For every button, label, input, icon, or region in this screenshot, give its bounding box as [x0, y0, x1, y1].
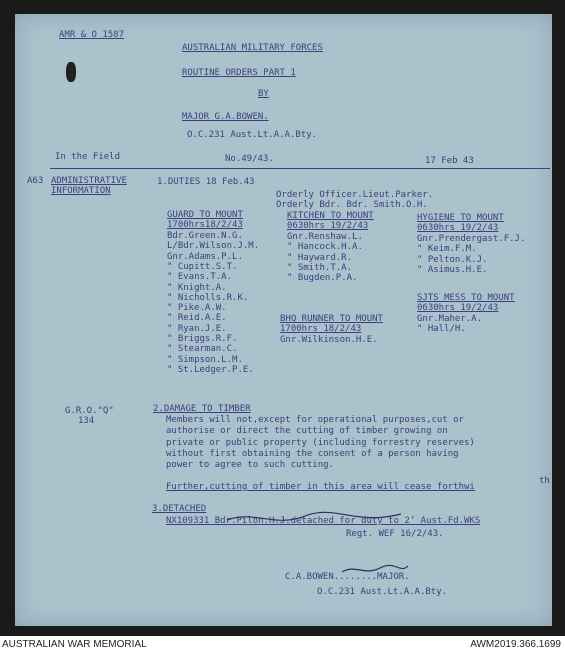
list-item: " Pelton.K.J.	[417, 254, 488, 265]
list-item: " St.Ledger.P.E.	[167, 364, 254, 375]
footer-accession: AWM2019.366.1699	[470, 639, 561, 650]
list-item: " Hayward.R.	[287, 252, 353, 263]
list-item: L/Bdr.Wilson.J.M.	[167, 241, 260, 252]
list-item: " Hancock.H.A.	[287, 242, 363, 253]
signature-scribble	[340, 562, 410, 578]
gro-reference: G.R.O."Q"	[65, 406, 114, 416]
list-item: " Reid.A.E.	[167, 313, 227, 324]
kitchen-title: KITCHEN TO MOUNT	[287, 211, 374, 221]
header-title: AUSTRALIAN MILITARY FORCES	[182, 43, 323, 53]
guard-time: 1700hrs18/2/43	[167, 220, 243, 230]
section-title-2: INFORMATION	[51, 186, 111, 196]
list-item: " Ryan.J.E.	[167, 323, 227, 334]
list-item: " Knight.A.	[167, 282, 227, 293]
hygiene-time: 0630hrs 19/2/43	[417, 223, 499, 233]
orderly-officer: Orderly Officer.Lieut.Parker.	[276, 190, 434, 200]
header-by: BY	[258, 89, 269, 99]
signature-unit: O.C.231 Aust.Lt.A.A.Bty.	[317, 587, 448, 597]
duties-item: 1.DUTIES 18 Feb.43	[157, 177, 255, 187]
order-date: 17 Feb 43	[425, 156, 474, 166]
signature-name: C.A.BOWEN........MAJOR.	[285, 572, 410, 582]
timber-title: 2.DAMAGE TO TIMBER	[153, 404, 251, 414]
footer-source: AUSTRALIAN WAR MEMORIAL	[2, 639, 147, 650]
gro-number: 134	[78, 416, 95, 426]
list-item: " Hall/H.	[417, 324, 466, 335]
timber-further: Further,cutting of timber in this area will cease forthwi	[166, 482, 475, 492]
document-sheet	[15, 14, 552, 626]
orderly-bdr: Orderly Bdr. Bdr. Smith.O.H.	[276, 200, 428, 210]
list-item: Gnr.Maher.A.	[417, 314, 483, 324]
list-item: Gnr.Wilkinson.H.E.	[280, 335, 378, 345]
list-item: " Briggs.R.F.	[167, 334, 238, 344]
kitchen-time: 0630hrs 19/2/43	[287, 221, 369, 231]
list-item: Members will not,except for operational purposes,cut or	[166, 415, 465, 425]
field-location: In the Field	[55, 152, 121, 162]
divider-line	[50, 168, 550, 169]
list-item: " Nicholls.R.K.	[167, 292, 249, 303]
reference-number: AMR & O 1587	[59, 30, 125, 40]
list-item: " Bugden.P.A.	[287, 273, 358, 284]
list-item: power to agree to such cutting.	[166, 460, 334, 471]
list-item: " Cupitt.S.T.	[167, 261, 238, 272]
list-item: Gnr.Prendergast.F.J.	[417, 234, 526, 244]
footer-bar	[0, 636, 565, 653]
section-code: A63	[27, 176, 44, 186]
list-item: " Simpson.L.M.	[167, 354, 243, 365]
detached-title: 3.DETACHED	[152, 504, 207, 514]
detached-line1: NX109331 Bdr.Pilon.H.J.detached for duty to 2’ Aust.Fd.WKS	[166, 516, 481, 526]
sjts-title: SJTS MESS TO MOUNT	[417, 293, 515, 303]
sjts-time: 0630hrs 19/2/43	[417, 303, 499, 313]
guard-title: GUARD TO MOUNT	[167, 210, 243, 220]
list-item: " Stearman.C.	[167, 344, 238, 355]
list-item: without first obtaining the consent of a person having	[166, 448, 459, 459]
timber-further-tail: th	[539, 476, 550, 486]
list-item: Gnr.Renshaw.L.	[287, 232, 363, 242]
detached-line2: Regt. WEF 16/2/43.	[346, 529, 444, 539]
pen-scribble	[225, 508, 405, 530]
list-item: Gnr.Adams.P.L.	[167, 251, 243, 262]
header-subtitle: ROUTINE ORDERS PART 1	[182, 68, 296, 78]
punch-hole	[66, 62, 76, 82]
section-title: ADMINISTRATIVE	[51, 176, 127, 186]
list-item: authorise or direct the cutting of timber growing on	[166, 426, 448, 437]
header-officer: MAJOR G.A.BOWEN.	[182, 112, 269, 122]
header-unit: O.C.231 Aust.Lt.A.A.Bty.	[187, 130, 318, 140]
list-item: " Keim.F.M.	[417, 244, 477, 255]
bhq-title: BHQ RUNNER TO MOUNT	[280, 314, 383, 324]
hygiene-title: HYGIENE TO MOUNT	[417, 213, 504, 223]
list-item: " Evans.T.A.	[167, 272, 233, 283]
list-item: private or public property (including forrestry reserves)	[166, 437, 475, 448]
list-item: " Pike.A.W.	[167, 303, 227, 314]
list-item: Bdr.Green.N.G.	[167, 231, 243, 241]
routine-order-number: No.49/43.	[225, 154, 274, 164]
list-item: " Smith.T.A.	[287, 262, 353, 273]
bhq-time: 1700hrs 18/2/43	[280, 324, 362, 334]
list-item: " Asimus.H.E.	[417, 264, 488, 275]
